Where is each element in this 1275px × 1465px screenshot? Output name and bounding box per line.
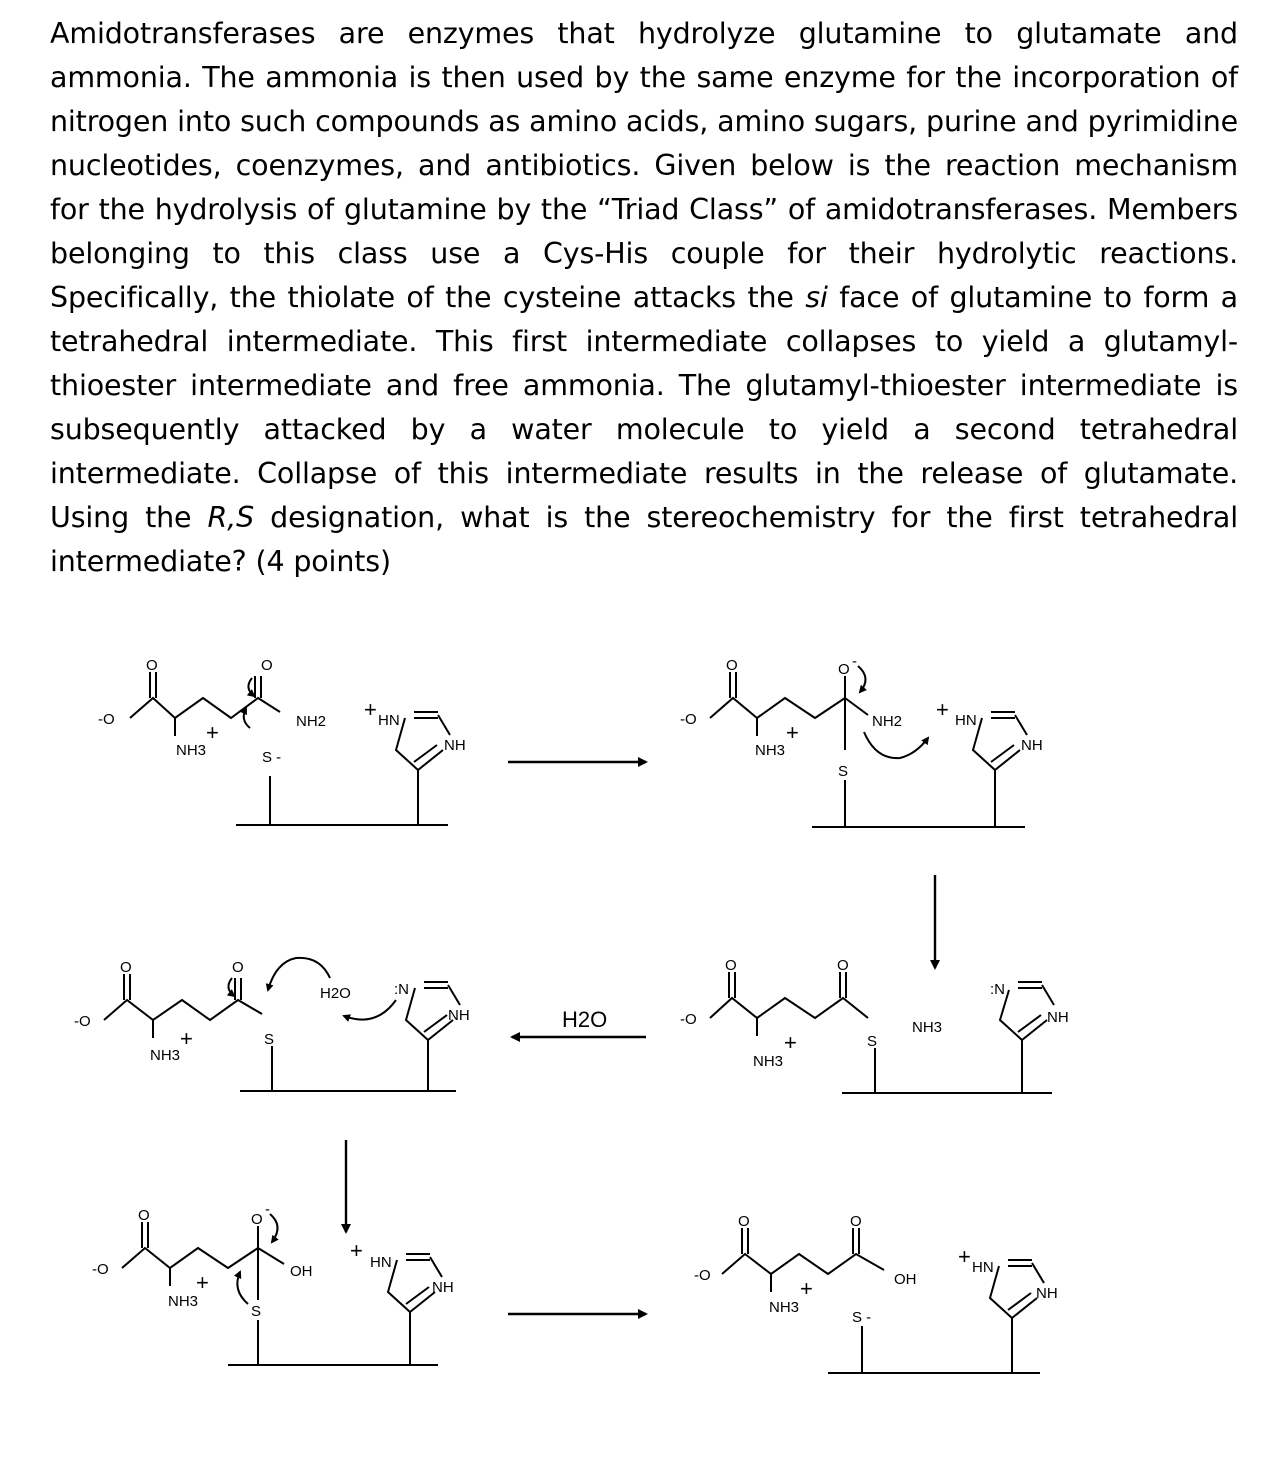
panel-1-labels: [98, 657, 466, 766]
water-4: H2O: [320, 985, 351, 1002]
ammonium-6: NH3: [769, 1299, 800, 1316]
free-ammonia: NH3: [912, 1019, 943, 1036]
imidazolium-plus-5: +: [350, 1238, 363, 1263]
oxyanion-minus-5: -: [265, 1201, 270, 1218]
his-hn-2: HN: [955, 712, 977, 729]
amide-nh2-1: NH2: [296, 713, 327, 730]
imidazolium-plus-1: +: [364, 697, 377, 722]
ammonium-3: NH3: [753, 1053, 784, 1070]
his-hn-5: HN: [370, 1254, 392, 1271]
carboxyl-o-2: O: [726, 657, 738, 674]
his-hn-1: HN: [378, 712, 400, 729]
amide-o-1: O: [261, 657, 273, 674]
thioester-o-3: O: [837, 957, 849, 974]
imidazolium-plus-6: +: [958, 1244, 971, 1269]
sulfur-3: S: [867, 1033, 878, 1050]
question-part-2: face of glutamine to form a tetrahedral intermediate. This first intermediate collapses to yield a glutamyl-thioester intermediate and free ammonia. The glutamyl-thioester intermediate is subsequently attacked by a water molecule to yield a second tetrahedral intermediate. Collapse of this intermediate results in the release of glutamate. Using the: [50, 281, 1238, 534]
his-nh-5: NH: [432, 1279, 454, 1296]
panel-5-second-tetrahedral: [122, 1214, 442, 1365]
carboxyl-o-1: O: [146, 657, 158, 674]
carboxyl-o-5: O: [138, 1207, 150, 1224]
thiolate-1: S -: [262, 749, 282, 766]
panel-2-labels: [680, 653, 1043, 780]
ammonium-1: NH3: [176, 742, 207, 759]
ammonium-4: NH3: [150, 1047, 181, 1064]
ammonium-2: NH3: [755, 742, 786, 759]
arrow-step-3: [512, 1007, 646, 1037]
plus-2: +: [786, 720, 799, 745]
carboxylate-6: -O: [694, 1267, 711, 1284]
sulfur-5: S: [251, 1303, 262, 1320]
carboxylate-1: -O: [98, 711, 115, 728]
his-nh-2: NH: [1021, 737, 1043, 754]
reaction-mechanism-scheme: [0, 600, 1275, 1465]
question-part-3: designation, what is the stereochemistry for the first tetrahedral intermediate? (4 points): [50, 501, 1239, 578]
his-nh-3: NH: [1047, 1009, 1069, 1026]
acid-o-6: O: [850, 1213, 862, 1230]
thiolate-6: S -: [852, 1309, 872, 1326]
imidazolium-plus-2: +: [936, 697, 949, 722]
sulfur-2: S: [838, 763, 849, 780]
sulfur-4: S: [264, 1031, 275, 1048]
oxyanion-o-5: O: [251, 1211, 263, 1228]
carboxylate-3: -O: [680, 1011, 697, 1028]
plus-1: +: [206, 720, 219, 745]
carboxyl-o-4: O: [120, 959, 132, 976]
question-text: [50, 12, 1238, 584]
his-nh-1: NH: [444, 737, 466, 754]
his-n-3: :N: [990, 981, 1005, 998]
carboxyl-o-6: O: [738, 1213, 750, 1230]
his-n-4: :N: [394, 981, 409, 998]
hydroxyl-5: OH: [290, 1263, 313, 1280]
ammonium-5: NH3: [168, 1293, 199, 1310]
carboxylate-5: -O: [92, 1261, 109, 1278]
oxyanion-minus-2: -: [852, 653, 857, 670]
his-nh-6: NH: [1036, 1285, 1058, 1302]
his-nh-4: NH: [448, 1007, 470, 1024]
water-reagent: H2O: [562, 1007, 608, 1032]
carboxylate-4: -O: [74, 1013, 91, 1030]
oxyanion-o-2: O: [838, 661, 850, 678]
plus-6: +: [800, 1276, 813, 1301]
plus-3: +: [784, 1030, 797, 1055]
his-hn-6: HN: [972, 1259, 994, 1276]
carboxyl-o-3: O: [725, 957, 737, 974]
si-italic: si: [805, 281, 828, 314]
panel-4-water-attack: [104, 958, 460, 1091]
plus-5: +: [196, 1270, 209, 1295]
hydroxyl-6: OH: [894, 1271, 917, 1288]
question-part-1: Amidotransferases are enzymes that hydrolyze glutamine to glutamate and ammonia. The ammonia is then used by the same enzyme for the incorporation of nitrogen into such compounds as amino acids, amino sugars, purine and pyrimidine nucleotides, coenzymes, and antibiotics. Given below is the reaction mechanism for the hydrolysis of glutamine by the “Triad Class” of amidotransferases. Members belonging to this class use a Cys-His couple for their hydrolytic reactions. Specifically, the thiolate of the cysteine attacks the: [50, 17, 1238, 314]
plus-4: +: [180, 1026, 193, 1051]
thioester-o-4: O: [232, 959, 244, 976]
carboxylate-2: -O: [680, 711, 697, 728]
rs-italic: R,S: [207, 501, 255, 534]
amine-nh2-2: NH2: [872, 713, 903, 730]
